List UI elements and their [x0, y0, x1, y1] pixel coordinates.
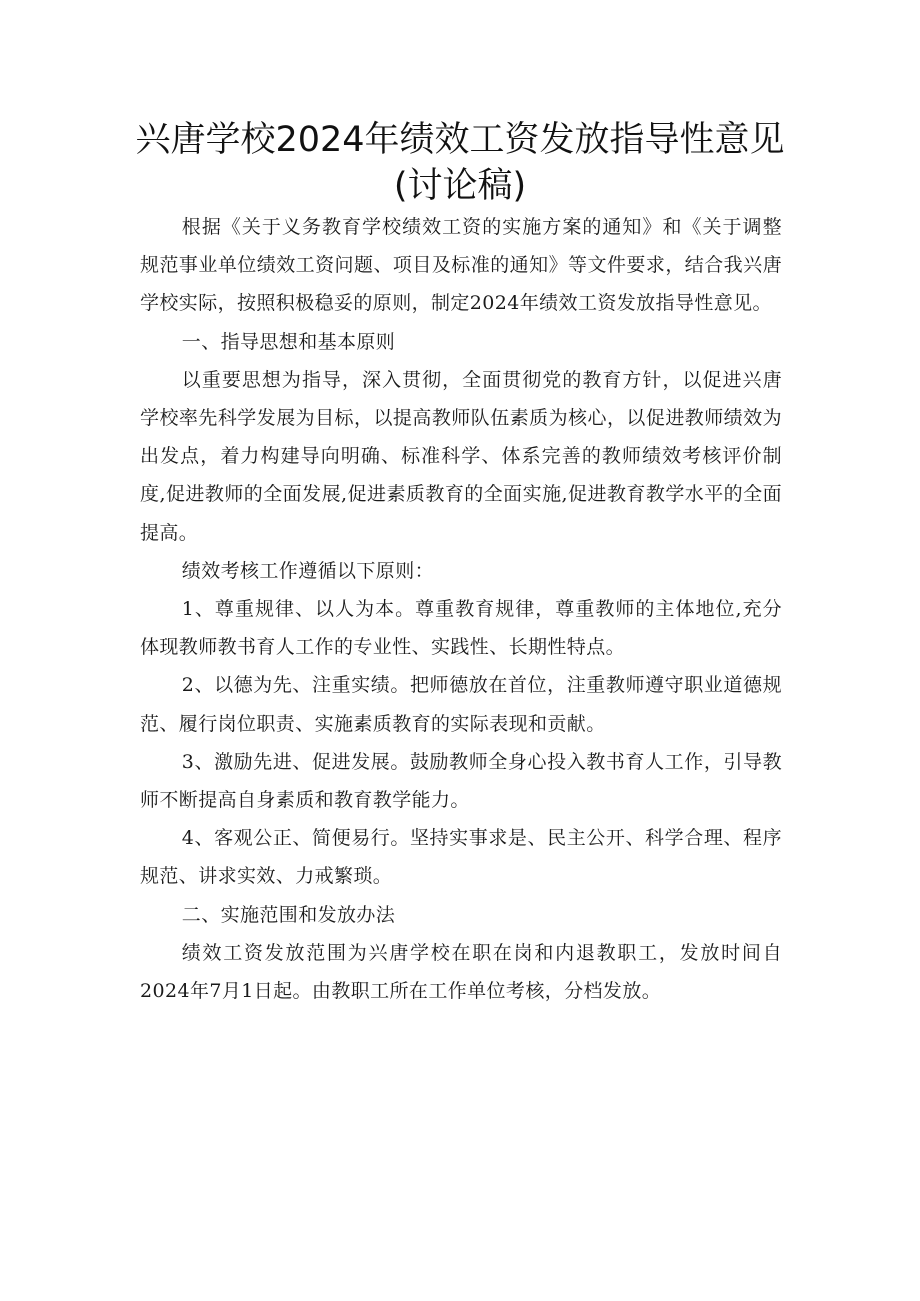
body-paragraph: 绩效考核工作遵循以下原则：: [181, 559, 434, 582]
principle-item: 4、客观公正、简便易行。坚持实事求是、民主公开、科学合理、程序规范、讲求实效、力戒繁琐。: [140, 827, 782, 888]
intro-paragraph: 根据《关于义务教育学校绩效工资的实施方案的通知》和《关于调整规范事业单位绩效工资问题、项目及标准的通知》等文件要求，结合我兴唐学校实际，按照积极稳妥的原则，制定2024年绩效工资发放指导性意见。: [140, 216, 782, 315]
body-paragraph: 绩效工资发放范围为兴唐学校在职在岗和内退教职工，发放时间自2024年7月1日起。由教职工所在工作单位考核，分档发放。: [140, 941, 782, 1003]
principle-item: 3、激励先进、促进发展。鼓励教师全身心投入教书育人工作，引导教师不断提高自身素质和教育教学能力。: [140, 750, 782, 812]
principle-item: 2、以德为先、注重实绩。把师德放在首位，注重教师遵守职业道德规范、履行岗位职责、实施素质教育的实际表现和贡献。: [140, 674, 782, 735]
body-paragraph: 以重要思想为指导，深入贯彻，全面贯彻党的教育方针，以促进兴唐学校率先科学发展为目标，以提高教师队伍素质为核心，以促进教师绩效为出发点，着力构建导向明确、标准科学、体系完善的教师绩效考核评价制度,促进教师的全面发展,促进素质教育的全面实施,促进教育教学水平的全面提高。: [140, 368, 782, 544]
document-body: [140, 208, 782, 1010]
section-heading-1: 一、指导思想和基本原则: [181, 330, 396, 353]
document-title: 兴唐学校2024年绩效工资发放指导性意见: [135, 120, 785, 160]
document-subtitle: (讨论稿): [393, 166, 527, 206]
section-heading-2: 二、实施范围和发放办法: [181, 903, 396, 926]
principle-item: 1、尊重规律、以人为本。尊重教育规律，尊重教师的主体地位,充分体现教师教书育人工作的专业性、实践性、长期性特点。: [140, 598, 782, 659]
